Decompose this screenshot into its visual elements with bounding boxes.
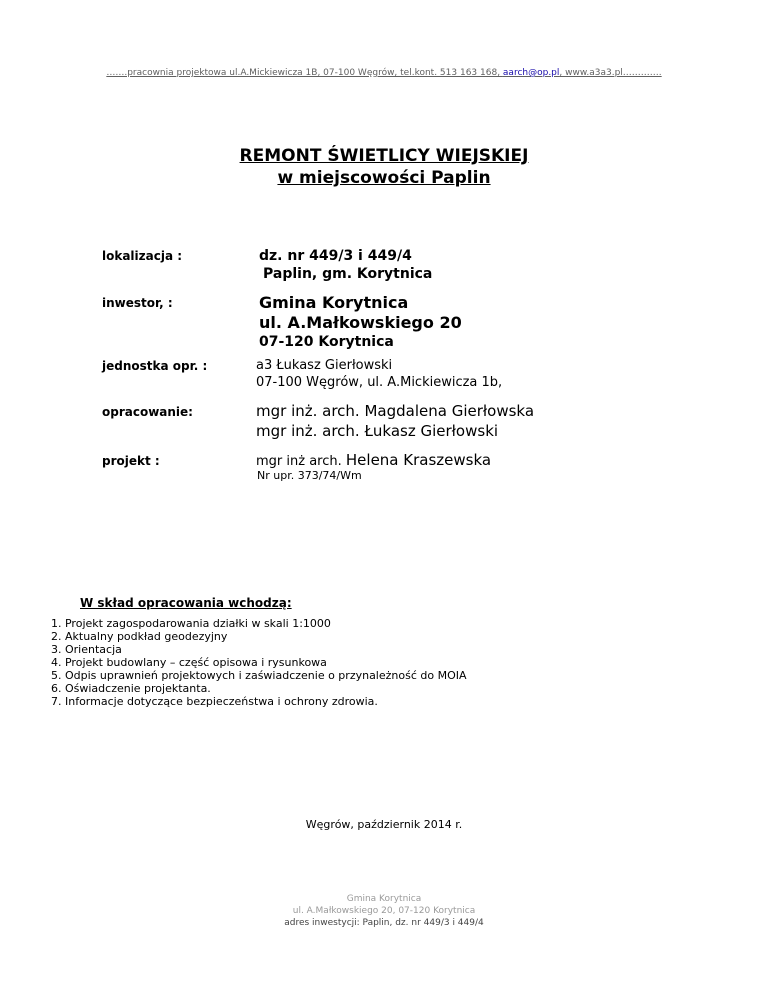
- value-lokalizacja-1: dz. nr 449/3 i 449/4: [259, 248, 412, 264]
- footer-line-1: Gmina Korytnica: [346, 894, 422, 904]
- header-text: …….pracownia projektowa ul.A.Mickiewicza 1B, 07-100 Węgrów, tel.kont. 513 163 168,: [106, 68, 503, 78]
- title-line-2: w miejscowości Paplin: [277, 168, 491, 188]
- value-jednostka-1: a3 Łukasz Gierłowski: [256, 358, 393, 373]
- list-item: 2. Aktualny podkład geodezyjny: [51, 630, 228, 643]
- value-inwestor-2: ul. A.Małkowskiego 20: [259, 313, 462, 332]
- list-item: 1. Projekt zagospodarowania działki w skali 1:1000: [51, 617, 331, 630]
- value-projekt-1: [256, 450, 491, 470]
- place-date: Węgrów, październik 2014 r.: [305, 818, 463, 831]
- projekt-name: Helena Kraszewska: [345, 451, 492, 469]
- list-item: 4. Projekt budowlany – część opisowa i rysunkowa: [51, 656, 327, 669]
- page-header: [0, 68, 768, 78]
- title-line-1: REMONT ŚWIETLICY WIEJSKIEJ: [239, 146, 529, 166]
- label-lokalizacja: lokalizacja :: [102, 249, 183, 263]
- list-item: 6. Oświadczenie projektanta.: [51, 682, 211, 695]
- page-footer: [0, 893, 768, 929]
- list-item: 7. Informacje dotyczące bezpieczeństwa i ochrony zdrowia.: [51, 695, 378, 708]
- list-item: 5. Odpis uprawnień projektowych i zaświadczenie o przynależność do MOIA: [51, 669, 467, 682]
- projekt-title: mgr inż arch.: [256, 454, 346, 469]
- document-title: [0, 145, 768, 189]
- value-inwestor-3: 07-120 Korytnica: [259, 334, 394, 350]
- value-inwestor-1: Gmina Korytnica: [259, 293, 409, 312]
- label-opracowanie: opracowanie:: [102, 405, 193, 419]
- header-website: , www.a3a3.pl………….: [559, 68, 662, 78]
- value-opracowanie-1: mgr inż. arch. Magdalena Gierłowska: [256, 402, 535, 420]
- footer-line-2: ul. A.Małkowskiego 20, 07-120 Korytnica: [292, 906, 476, 916]
- contents-list: [51, 617, 467, 708]
- label-projekt: projekt :: [102, 454, 160, 468]
- footer-line-3: adres inwestycji: Paplin, dz. nr 449/3 i 449/4: [284, 918, 484, 928]
- value-opracowanie-2: mgr inż. arch. Łukasz Gierłowski: [256, 422, 499, 440]
- value-projekt-2: Nr upr. 373/74/Wm: [257, 469, 362, 482]
- email-link[interactable]: aarch@op.pl: [502, 68, 560, 78]
- label-jednostka: jednostka opr. :: [102, 359, 208, 373]
- value-lokalizacja-2: Paplin, gm. Korytnica: [263, 266, 433, 282]
- value-jednostka-2: 07-100 Węgrów, ul. A.Mickiewicza 1b,: [256, 375, 503, 390]
- label-inwestor: inwestor, :: [102, 296, 173, 310]
- contents-heading: W skład opracowania wchodzą:: [80, 596, 292, 610]
- list-item: 3. Orientacja: [51, 643, 122, 656]
